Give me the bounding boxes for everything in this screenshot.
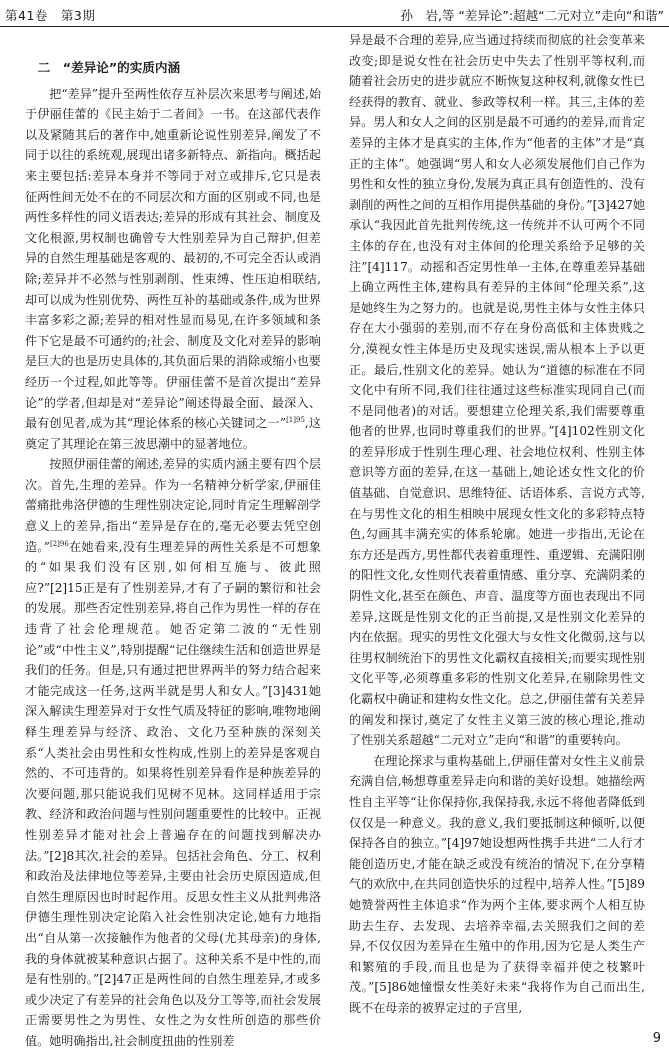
- citation-ref: [1]95: [286, 416, 305, 425]
- paragraph-text-tail: 在她看来,没有生理差异的两性关系是不可想象的“如果我们没有区别,如何相互施与、彼此照应?”[2]15正是有了性别差异,才有了子嗣的繁衍和社会的发展。那些否定性别差异,将自己作为男性一样的存在违背了社会伦理规范。她否定第二波的“无性别论”或“中性主义”,特别提醒“记住继续生活和创造世界是我们的任务。但是,只有通过把世界两半的努力结合起来才能完成这一任务,这两半就是男人和女人。”[3]431她深入解读生理差异对于女性气质及特征的影响,唯物地阐释生理差异与经济、政治、文化乃至种族的深刻关系“人类社会由男性和女性构成,性别上的差异是客观自然的、不可违背的。如果将性别差异看作是种族差异的次要问题,那只能说我们见树不见林。这同样适用于宗教、经济和政治问题与性别问题重要性的比较中。正视性别差异才能对社会上普遍存在的问题找到解决办法。”[2]8其次,社会的差异。包括社会角色、分工、权利和政治及法律地位等差异,主要由社会历史原因造成,但自然生理原因也时时起作用。反思女性主义从批判弗洛伊德生理性别决定论陷入社会性别决定论,她有力地指出“自从第一次接触作为他者的父母(尤其母亲)的身体,我的身体就被某种意识占据了。这种关系不是中性的,而是有性别的。”[2]47正是两性间的自然生理差异,才或多或少决定了有差异的社会角色以及分工等等,而社会发展正需要男性之为男性、女性之为女性所创造的那些价值。她明确指出,社会制度扭曲的性别差: [25, 539, 321, 1048]
- running-header: [0, 0, 669, 27]
- citation-ref: [2]96: [49, 539, 69, 548]
- paragraph: [25, 454, 321, 1051]
- article-running-title: 孙 岩,等 “差异论”:超越“二元对立”走向“和谐”: [400, 8, 664, 23]
- paragraph: [25, 84, 321, 455]
- paragraph-text: 把“差异”提升至两性依存互补层次来思考与阐述,始于伊丽佳蕾的《民主始于二者间》一书。在这部代表作以及紧随其后的著作中,她重新论说性别差异,阐发了不同于以往的系统观,展现出诸多新特点、新指向。概括起来主要包括:差异本身并不等同于对立或排斥,它只是表征两性间无处不在的不同层次和方面的区别或不同,也是两性多样性的同义语表达;差异的形成有其社会、制度及文化根源,男权制也确曾专大性别差异为自己辩护,但差异的自然生理基础是客观的、最初的,不可完全否认或消除;差异并不必然与性别剥削、性束缚、性压迫相联结,却可以成为性别优势、两性互补的基础或条件,成为世界丰富多彩之源;差异的相对性显而易见,在许多领域和条件下它是最不可通约的;社会、制度及文化对差异的影响是巨大的也是历史具体的,其负面后果的消除或缩小也要经历一个过程,如此等等。伊丽佳蕾不是首次提出“差异论”的学者,但却是对“差异论”阐述得最全面、最深入、最有创见者,成为其“理论体系的核心关键词之一”: [25, 86, 321, 431]
- paragraph: 在理论探求与重构基础上,伊丽佳蕾对女性主义前景充满自信,畅想尊重差异走向和谐的美好设想。她描绘两性自主平等“让你保持你,我保持我,永远不将他者降低到仅仅是一种意义。我的意义,我们要抵制这种倾听,以便保持各自的独立。”[4]97她设想两性携手共进“二人行才能创造历史,才能在缺乏或没有统治的情况下,在分享精气的欢欣中,在共同创造快乐的过程中,培养人性。”[5]89她赞誉两性主体追求“作为两个主体,要求两个人相互协助去生存、去发现、去培养幸福,去关照我们之间的差异,不仅仅因为差异在生殖中的作用,因为它是人类生产和繁殖的手段,而且也是为了获得幸福并使之枝繁叶茂。”[5]86她憧憬女性美好未来“我将作为自己而出生,既不在母亲的被界定过的子宫里,: [349, 753, 645, 1015]
- left-column: [25, 58, 321, 1048]
- paragraph-text-tail: ,这奠定了其理论在第三波思潮中的显著地位。: [25, 416, 321, 451]
- right-column: [349, 30, 645, 1022]
- page-number: 9: [652, 1031, 661, 1046]
- journal-volume-issue: 第41卷 第3期: [5, 8, 96, 23]
- paragraph-text: 按照伊丽佳蕾的阐述,差异的实质内涵主要有四个层次。首先,生理的差异。作为一名精神分析学家,伊丽佳蕾痛批弗洛伊德的生理性别决定论,同时肯定生理解剖学意义上的差异,指出“差异是存在的,毫无必要去凭空创造。”: [25, 457, 321, 554]
- section-heading: 二 “差异论”的实质内涵: [37, 60, 181, 75]
- paragraph-continued: 异是最不合理的差异,应当通过持续而彻底的社会变革来改变;即是说女性在社会历史中失去了性别平等权利,而随着社会历史的进步就应不断恢复这种权利,就像女性已经获得的教育、就业、参政等权利一样。其三,主体的差异。男人和女人之间的区别是最不可通约的差异,而肯定差异的主体才是真实的主体,作为“他者的主体”才是“真正的主体”。她强调“男人和女人必须发展他们自己作为男性和女性的独立身份,发展为真正具有创造性的、没有剥削的两性之间的互相作用提供基础的身份。”[3]427她承认“我因此首先批判传统,这一传统并不认可两个不同主体的存在,也没有对主体间的伦理关系给予足够的关注”[4]117。动摇和否定男性单一主体,在尊重差异基础上确立两性主体,建构具有差异的主体间“伦理关系”,这是她终生为之努力的。也就是说,男性主体与女性主体只存在大小强弱的差别,而不存在身份高低和主体贵贱之分,漠视女性主体是历史及现实迷误,需从根本上予以更正。最后,性别文化的差异。她认为“道德的标准在不同文化中有所不同,我们往往通过这些标准实现同自己(而不是同他者)的对话。要想建立伦理关系,我们需要尊重他者的世界,也同时尊重我们的世界。”[4]102性别文化的差异形成于性别生理心理、社会地位权利、性别主体意识等方面的差异,在这一基础上,她论述女性文化的价值基础、自觉意识、思维特征、话语体系、言说方式等,在与男性文化的相生相映中展现女性文化的多彩特点特色,勾画其丰满充实的体系轮廓。她进一步指出,无论在东方还是西方,男性都代表着重理性、重逻辑、充满阳刚的阳性文化,女性则代表着重情感、重分享、充满阴柔的阴性文化,甚至在颜色、声音、温度等方面也表现出不同差异,这既是性别文化的正当前提,又是性别文化差异的内在依据。现实的男性文化强大与女性文化微弱,这与以往男权制统治下的男性文化霸权直接相关;而要实现性别文化平等,必须尊重多彩的性别文化差异,在剔除男性文化霸权中确证和建构女性文化。总之,伊丽佳蕾有关差异的阐发和探讨,奠定了女性主义第三波的核心理论,推动了性别关系超越“二元对立”走向“和谐”的重要转向。: [349, 33, 645, 748]
